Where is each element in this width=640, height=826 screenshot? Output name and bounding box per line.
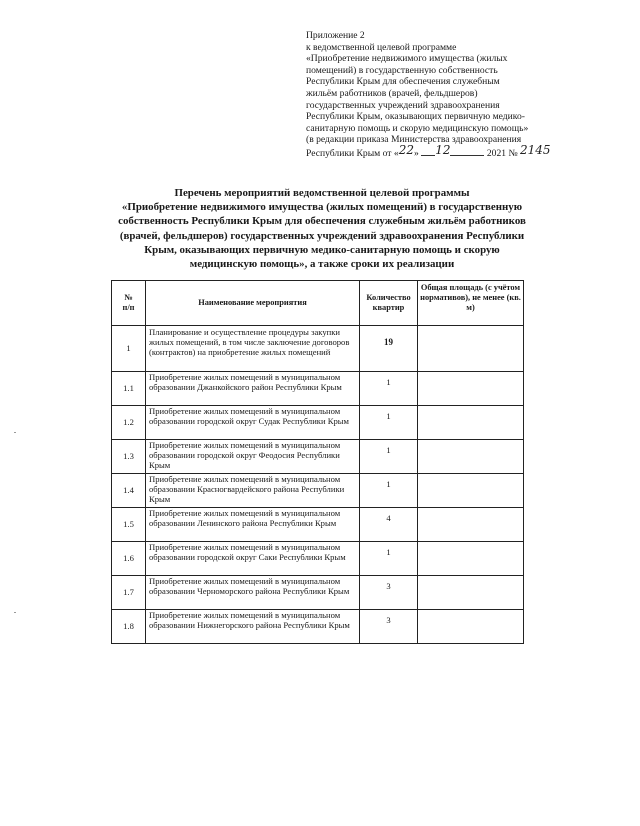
row-name: Приобретение жилых помещений в муниципальном образовании Нижнегорского района Республики Крым (146, 610, 360, 644)
row-qty: 1 (360, 542, 418, 576)
table-row (112, 508, 524, 542)
table-row (112, 372, 524, 406)
appendix-line: Республики Крым для обеспечения служебным (306, 76, 500, 88)
row-qty: 1 (360, 474, 418, 508)
blank-line (421, 146, 435, 156)
row-name: Приобретение жилых помещений в муниципальном образовании Черноморского района Республики Крым (146, 576, 360, 610)
row-num: 1.4 (112, 474, 146, 508)
row-name: Приобретение жилых помещений в муниципальном образовании Джанкойского район Республики Крым (146, 372, 360, 406)
row-area (418, 508, 524, 542)
row-num: 1.3 (112, 440, 146, 474)
header-name: Наименование мероприятия (146, 281, 360, 326)
order-date-prefix: Республики Крым от « (306, 147, 399, 159)
row-name: Приобретение жилых помещений в муниципальном образовании городской округ Саки Республики Крым (146, 542, 360, 576)
title-line: медицинскую помощь», а также сроки их реализации (189, 258, 455, 271)
table-row (112, 542, 524, 576)
row-qty: 1 (360, 406, 418, 440)
appendix-line: помещений) в государственную собственность (306, 64, 498, 76)
table-row (112, 406, 524, 440)
row-area (418, 542, 524, 576)
order-month-handwritten: 12 (435, 142, 451, 157)
row-num: 1.6 (112, 542, 146, 576)
row-qty: 1 (360, 372, 418, 406)
row-area (418, 326, 524, 372)
row-num: 1 (112, 326, 146, 372)
row-name: Планирование и осуществление процедуры закупки жилых помещений, в том числе заключение договоров (контрактов) на приобретение жилых помещений (146, 326, 360, 372)
order-number-handwritten: 2145 (520, 142, 551, 157)
row-name: Приобретение жилых помещений в муниципальном образовании городской округ Судак Республики Крым (146, 406, 360, 440)
appendix-line: «Приобретение недвижимого имущества (жилых (306, 53, 508, 65)
table-header-row (112, 281, 524, 326)
row-num: 1.7 (112, 576, 146, 610)
row-area (418, 576, 524, 610)
activities-table (111, 280, 524, 644)
title-line: (врачей, фельдшеров) государственных учреждений здравоохранения Республики (119, 229, 525, 242)
appendix-line: Приложение 2 (306, 30, 365, 41)
appendix-line: жильём работников (врачей, фельдшеров) (306, 87, 478, 99)
appendix-line: Республики Крым, оказывающих первичную медико- (306, 111, 525, 123)
scan-mark (14, 432, 16, 433)
row-area (418, 474, 524, 508)
row-area (418, 372, 524, 406)
row-qty: 4 (360, 508, 418, 542)
row-num: 1.1 (112, 372, 146, 406)
table-row (112, 326, 524, 372)
row-name: Приобретение жилых помещений в муниципальном образовании Ленинского района Республики Крым (146, 508, 360, 542)
row-qty: 3 (360, 576, 418, 610)
row-area (418, 406, 524, 440)
title-line: Крым, оказывающих первичную медико-санитарную помощь и скорую (144, 243, 500, 256)
appendix-header (306, 30, 626, 160)
title-line: собственность Республики Крым для обеспечения служебным жильём работников (118, 215, 526, 228)
header-area: Общая площадь (с учётом нормативов), не менее (кв. м) (418, 281, 524, 326)
appendix-line: санитарную помощь и скорую медицинскую помощь» (306, 122, 529, 134)
row-area (418, 610, 524, 644)
table-row (112, 576, 524, 610)
row-name: Приобретение жилых помещений в муниципальном образовании городской округ Феодосия Республики Крым (146, 440, 360, 474)
order-year: 2021 № (486, 147, 518, 159)
row-qty: 19 (360, 326, 418, 372)
order-day-handwritten: 22 (398, 142, 414, 157)
row-area (418, 440, 524, 474)
blank-line (450, 146, 484, 156)
appendix-line: (в редакции приказа Министерства здравоохранения (306, 134, 522, 146)
row-name: Приобретение жилых помещений в муниципальном образовании Красногвардейского района Республики Крым (146, 474, 360, 508)
row-num: 1.5 (112, 508, 146, 542)
document-title (96, 186, 548, 271)
table-row (112, 610, 524, 644)
appendix-line: государственных учреждений здравоохранения (306, 99, 500, 111)
scan-mark (14, 612, 16, 613)
title-line: «Приобретение недвижимого имущества (жилых помещений) в государственную (121, 201, 523, 214)
title-line: Перечень мероприятий ведомственной целевой программы (174, 187, 470, 199)
row-num: 1.2 (112, 406, 146, 440)
row-qty: 1 (360, 440, 418, 474)
row-qty: 3 (360, 610, 418, 644)
row-num: 1.8 (112, 610, 146, 644)
appendix-line: к ведомственной целевой программе (306, 41, 457, 53)
order-date-line (306, 142, 626, 160)
order-date-mid: » (413, 147, 419, 159)
table-row (112, 440, 524, 474)
header-num: № п/п (112, 281, 146, 326)
table-row (112, 474, 524, 508)
header-qty: Количество квартир (360, 281, 418, 326)
